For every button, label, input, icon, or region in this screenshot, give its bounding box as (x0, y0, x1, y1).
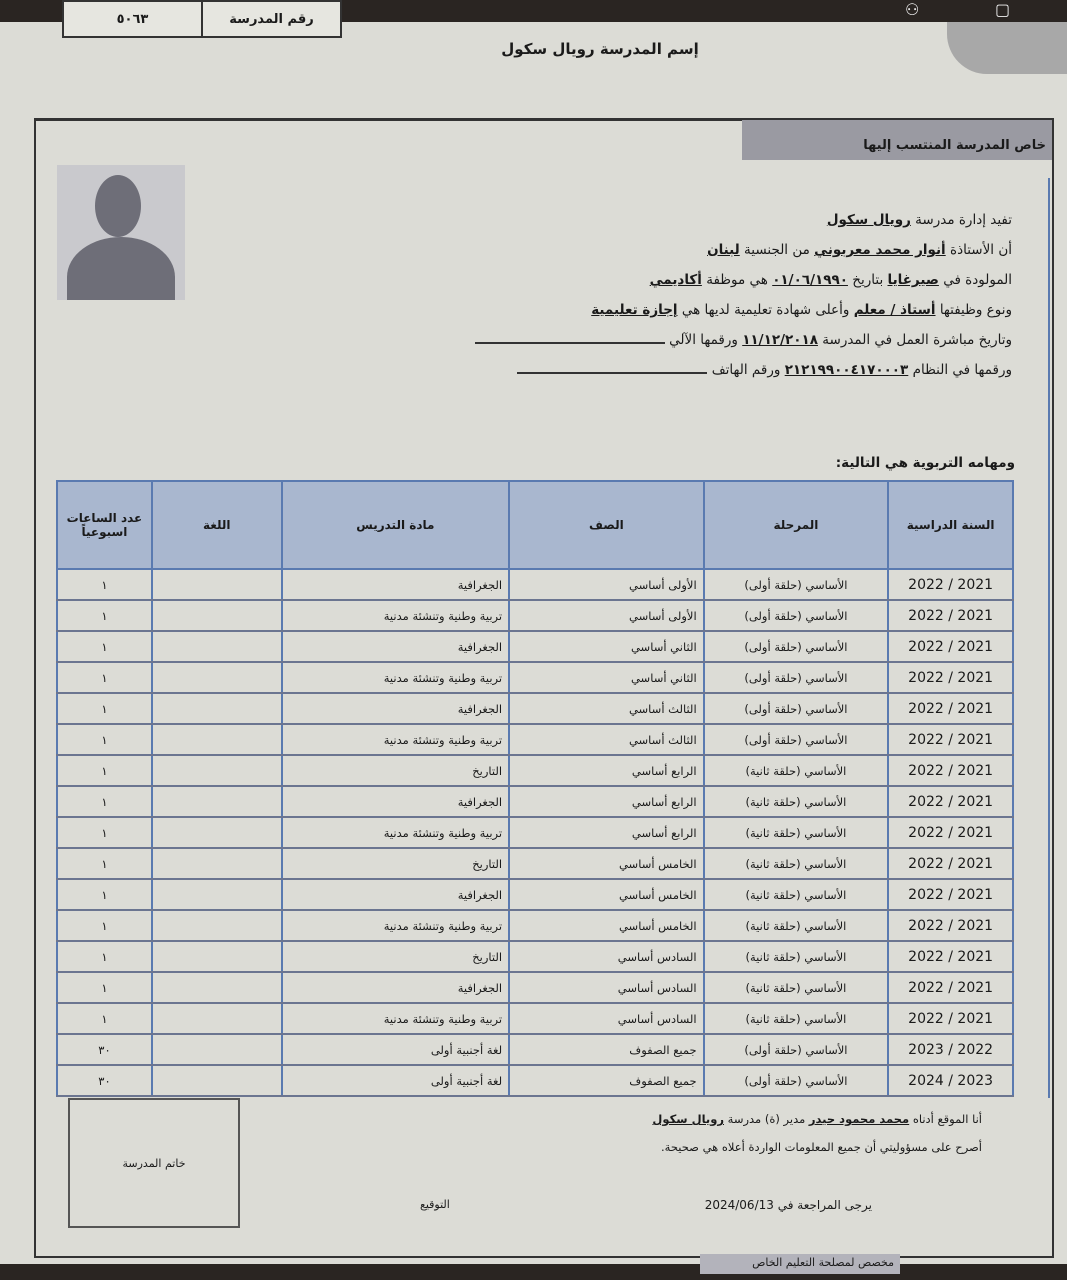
cell-language (152, 848, 282, 879)
cell-class: الخامس أساسي (509, 848, 704, 879)
cell-class: جميع الصفوف (509, 1065, 704, 1096)
cell-phase: الأساسي (حلقة ثانية) (704, 941, 889, 972)
device-icon: ▢ (995, 0, 1011, 19)
cell-class: جميع الصفوف (509, 1034, 704, 1065)
statement-paragraph: تفيد إدارة مدرسة رويال سكول أن الأستاذة أنوار محمد معربوني من الجنسية لبنان المولودة في صيرغايا بتاريخ ٠١/٠٦/١٩٩٠ هي موظفة أكاديمي ونوع وظيفتها أستاذ / معلم وأعلى شهادة تعليمية لديها هي إجازة تعليمية وتاريخ مباشرة العمل في المدرسة ١١/١٢/٢٠١٨ ورقمها الآلي ورقمها في النظام ٢١٢١٩٩٠٠٤١٧٠٠٠٣ ورقم الهاتف (372, 205, 1012, 385)
person-icon: ⚇ (905, 0, 920, 19)
cell-phase: الأساسي (حلقة ثانية) (704, 910, 889, 941)
cell-phase: الأساسي (حلقة أولى) (704, 1034, 889, 1065)
cell-subject: لغة أجنبية أولى (282, 1034, 509, 1065)
cell-phase: الأساسي (حلقة ثانية) (704, 848, 889, 879)
cell-subject: التاريخ (282, 941, 509, 972)
table-row (57, 848, 1013, 879)
screen-bottom-bar (0, 1264, 1067, 1280)
cell-language (152, 786, 282, 817)
cell-language (152, 879, 282, 910)
cell-year: 2021 / 2022 (888, 693, 1013, 724)
table-row (57, 600, 1013, 631)
table-row (57, 1003, 1013, 1034)
cell-language (152, 569, 282, 600)
signature-label: التوقيع (420, 1198, 450, 1211)
cell-class: الأولى أساسي (509, 569, 704, 600)
school-number-value: ٥٠٦٣ (116, 11, 149, 27)
review-date: يرجى المراجعة في 2024/06/13 (704, 1198, 872, 1212)
cell-language (152, 662, 282, 693)
cell-class: الخامس أساسي (509, 879, 704, 910)
cell-subject: الجغرافية (282, 786, 509, 817)
cell-language (152, 755, 282, 786)
cell-year: 2021 / 2022 (888, 817, 1013, 848)
col-header-year: السنة الدراسية (888, 481, 1013, 569)
cell-hours: ٣٠ (57, 1065, 152, 1096)
cell-subject: تربية وطنية وتنشئة مدنية (282, 724, 509, 755)
cell-hours: ١ (57, 1003, 152, 1034)
cell-subject: التاريخ (282, 848, 509, 879)
cell-phase: الأساسي (حلقة أولى) (704, 569, 889, 600)
cell-phase: الأساسي (حلقة أولى) (704, 662, 889, 693)
table-row (57, 569, 1013, 600)
table-row (57, 1034, 1013, 1065)
cell-phase: الأساسي (حلقة أولى) (704, 600, 889, 631)
cell-hours: ١ (57, 848, 152, 879)
cell-hours: ١ (57, 817, 152, 848)
cell-hours: ١ (57, 755, 152, 786)
cell-hours: ١ (57, 631, 152, 662)
cell-year: 2021 / 2022 (888, 600, 1013, 631)
cell-year: 2021 / 2022 (888, 724, 1013, 755)
cell-language (152, 972, 282, 1003)
cell-language (152, 724, 282, 755)
school-name-title: إسم المدرسة رويال سكول (501, 40, 699, 58)
table-row (57, 693, 1013, 724)
cell-year: 2023 / 2024 (888, 1065, 1013, 1096)
declaration: أنا الموقع أدناه محمد محمود حيدر مدير (ة) مدرسة رويال سكول أصرح على مسؤوليتي أن جميع المعلومات الواردة أعلاه هي صحيحة. (652, 1112, 982, 1154)
col-header-class: الصف (509, 481, 704, 569)
cell-subject: تربية وطنية وتنشئة مدنية (282, 910, 509, 941)
table-row (57, 972, 1013, 1003)
table-row (57, 941, 1013, 972)
cell-class: السادس أساسي (509, 972, 704, 1003)
cell-hours: ١ (57, 786, 152, 817)
cell-phase: الأساسي (حلقة ثانية) (704, 879, 889, 910)
cell-subject: تربية وطنية وتنشئة مدنية (282, 662, 509, 693)
cell-language (152, 631, 282, 662)
school-stamp-box (68, 1098, 240, 1228)
table-row (57, 755, 1013, 786)
cell-language (152, 693, 282, 724)
table-row (57, 879, 1013, 910)
cell-phase: الأساسي (حلقة ثانية) (704, 755, 889, 786)
table-row (57, 786, 1013, 817)
cell-subject: تربية وطنية وتنشئة مدنية (282, 817, 509, 848)
cell-subject: تربية وطنية وتنشئة مدنية (282, 600, 509, 631)
stamp-label: خاتم المدرسة (122, 1156, 186, 1170)
avatar-placeholder (57, 165, 185, 300)
school-number-label: رقم المدرسة (201, 2, 340, 36)
cell-phase: الأساسي (حلقة أولى) (704, 724, 889, 755)
cell-hours: ١ (57, 693, 152, 724)
cell-class: الخامس أساسي (509, 910, 704, 941)
cell-language (152, 817, 282, 848)
cell-phase: الأساسي (حلقة ثانية) (704, 786, 889, 817)
cell-hours: ١ (57, 910, 152, 941)
cell-year: 2022 / 2023 (888, 1034, 1013, 1065)
cell-year: 2021 / 2022 (888, 662, 1013, 693)
duties-label: ومهامه التربوية هي التالية: (835, 455, 1015, 471)
cell-class: السادس أساسي (509, 941, 704, 972)
ministry-logo (947, 22, 1067, 74)
cell-class: الأولى أساسي (509, 600, 704, 631)
cell-year: 2021 / 2022 (888, 755, 1013, 786)
table-row (57, 724, 1013, 755)
cell-class: الرابع أساسي (509, 755, 704, 786)
cell-subject: الجغرافية (282, 631, 509, 662)
cell-subject: التاريخ (282, 755, 509, 786)
cell-class: الرابع أساسي (509, 786, 704, 817)
private-education-label: مخصص لمصلحة التعليم الخاص (700, 1254, 900, 1274)
cell-phase: الأساسي (حلقة ثانية) (704, 1003, 889, 1034)
cell-subject: الجغرافية (282, 879, 509, 910)
cell-language (152, 1003, 282, 1034)
target-school-header: خاص المدرسة المنتسب إليها (742, 120, 1052, 160)
cell-year: 2021 / 2022 (888, 569, 1013, 600)
cell-phase: الأساسي (حلقة أولى) (704, 693, 889, 724)
cell-hours: ١ (57, 569, 152, 600)
cell-hours: ١ (57, 724, 152, 755)
cell-hours: ١ (57, 941, 152, 972)
cell-hours: ٣٠ (57, 1034, 152, 1065)
cell-year: 2021 / 2022 (888, 848, 1013, 879)
col-header-subject: مادة التدريس (282, 481, 509, 569)
table-row (57, 631, 1013, 662)
cell-class: الثاني أساسي (509, 631, 704, 662)
table-row (57, 1065, 1013, 1096)
cell-hours: ١ (57, 662, 152, 693)
cell-year: 2021 / 2022 (888, 941, 1013, 972)
table-row (57, 910, 1013, 941)
cell-class: الثاني أساسي (509, 662, 704, 693)
cell-subject: تربية وطنية وتنشئة مدنية (282, 1003, 509, 1034)
cell-year: 2021 / 2022 (888, 879, 1013, 910)
cell-subject: الجغرافية (282, 972, 509, 1003)
table-row (57, 662, 1013, 693)
cell-language (152, 910, 282, 941)
cell-phase: الأساسي (حلقة ثانية) (704, 817, 889, 848)
cell-class: الرابع أساسي (509, 817, 704, 848)
school-number-box (62, 0, 342, 38)
cell-hours: ١ (57, 879, 152, 910)
table-row (57, 817, 1013, 848)
cell-year: 2021 / 2022 (888, 910, 1013, 941)
cell-year: 2021 / 2022 (888, 631, 1013, 662)
cell-year: 2021 / 2022 (888, 786, 1013, 817)
cell-phase: الأساسي (حلقة أولى) (704, 1065, 889, 1096)
col-header-language: اللغة (152, 481, 282, 569)
col-header-phase: المرحلة (704, 481, 889, 569)
cell-year: 2021 / 2022 (888, 1003, 1013, 1034)
cell-language (152, 600, 282, 631)
cell-subject: الجغرافية (282, 693, 509, 724)
cell-phase: الأساسي (حلقة ثانية) (704, 972, 889, 1003)
col-header-hours: عدد الساعات اسبوعياً (57, 481, 152, 569)
cell-subject: لغة أجنبية أولى (282, 1065, 509, 1096)
cell-language (152, 941, 282, 972)
duties-table (56, 480, 1014, 1097)
cell-phase: الأساسي (حلقة أولى) (704, 631, 889, 662)
cell-subject: الجغرافية (282, 569, 509, 600)
cell-class: الثالث أساسي (509, 724, 704, 755)
cell-class: الثالث أساسي (509, 693, 704, 724)
cell-class: السادس أساسي (509, 1003, 704, 1034)
cell-language (152, 1065, 282, 1096)
cell-hours: ١ (57, 600, 152, 631)
cell-hours: ١ (57, 972, 152, 1003)
cell-language (152, 1034, 282, 1065)
cell-year: 2021 / 2022 (888, 972, 1013, 1003)
